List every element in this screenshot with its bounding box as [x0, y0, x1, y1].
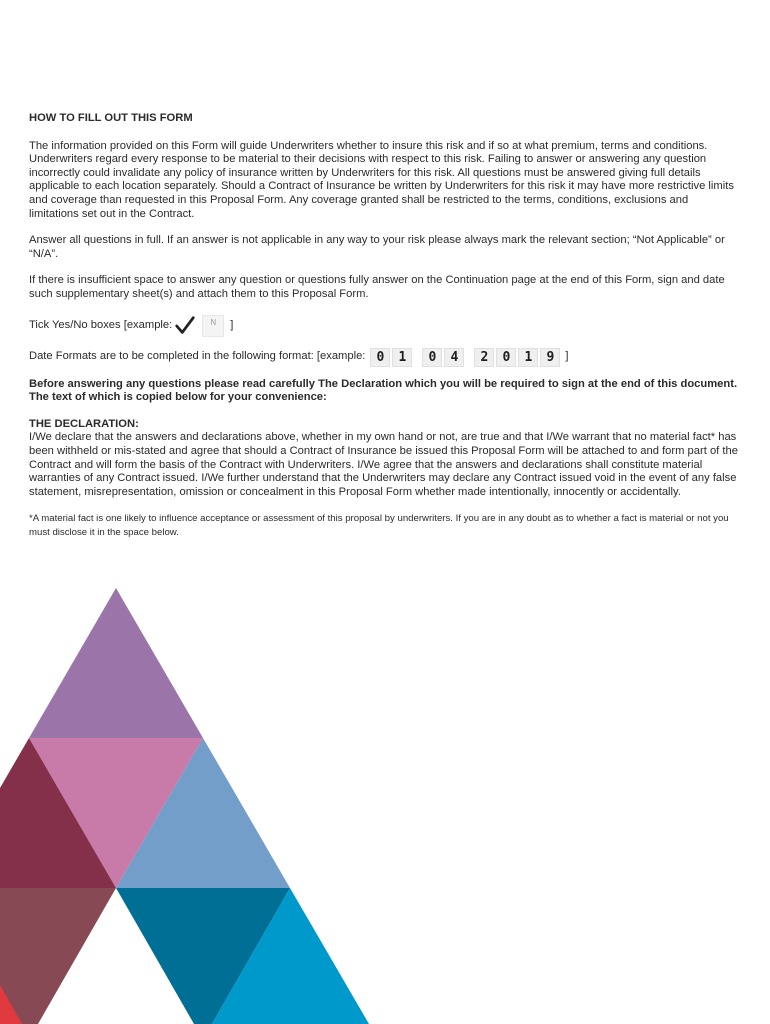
tick-example-row — [29, 315, 741, 337]
no-box-example: N — [202, 315, 224, 337]
date-digit-box: 9 — [540, 348, 560, 367]
date-digit-box: 0 — [422, 348, 442, 367]
date-digit-box: 0 — [496, 348, 516, 367]
declaration-text: I/We declare that the answers and declarations above, whether in my own hand or not, are true and that I/We warrant that no material fact* has been withheld or mis-stated and agree that should a Contract of Insurance be issued this Proposal Form will be attached to and form part of the Contract and will form the basis of the Contract with Underwriters. I/We agree that the answers and declarations shall constitute material warranties of any Contract issued. I/We further understand that the Underwriters may declare any Contract issued void in the event of any false statement, misrepresentation, omission or concealment in this Proposal Form whether made intentionally, innocently or accidentally. — [29, 431, 738, 498]
intro-paragraph: The information provided on this Form will guide Underwriters whether to insure this risk and if so at what premium, terms and conditions. Underwriters regard every response to be material to their decisions with respect to this risk. Failing to answer or answering any question incorrectly could invalidate any policy of insurance written by Underwriters for this risk. All questions must be answered giving full details applicable to each location separately. Should a Contract of Insurance be written by Underwriters for this risk it may have more restrictive limits and coverage than requested in this Proposal Form. Any coverage granted shall be restricted to the terms, conditions, exclusions and limitations set out in the Contract. — [29, 139, 734, 220]
date-digit-box: 4 — [444, 348, 464, 367]
checkmark-icon — [174, 315, 196, 337]
tick-example-label: Tick Yes/No boxes [example: — [29, 318, 173, 331]
material-fact-footnote: *A material fact is one likely to influence acceptance or assessment of this proposal by underwriters. If you are in any doubt as to whether a fact is material or not you must disclose it in the space below. — [29, 513, 729, 539]
date-digit-box: 2 — [474, 348, 494, 367]
answer-all-paragraph: Answer all questions in full. If an answer is not applicable in any way to your risk please always mark the relevant section; “Not Applicable” or “N/A”. — [29, 234, 725, 260]
date-example-close: ] — [565, 350, 569, 363]
triangle-brown — [0, 888, 116, 1024]
date-digit-box: 1 — [392, 348, 412, 367]
section-heading: HOW TO FILL OUT THIS FORM — [29, 112, 193, 124]
insufficient-space-paragraph: If there is insufficient space to answer any question or questions fully answer on the Continuation page at the end of this Form, sign and date such supplementary sheet(s) and attach them to this Proposal Form. — [29, 274, 725, 300]
instructions — [29, 112, 741, 540]
declaration-title: THE DECLARATION: — [29, 417, 139, 430]
before-answering-note: Before answering any questions please read carefully The Declaration which you will be required to sign at the end of this document. The text of which is copied below for your convenience: — [29, 377, 738, 404]
date-example-row — [29, 348, 741, 367]
date-digit-box: 1 — [518, 348, 538, 367]
triangle-purple — [29, 588, 203, 738]
date-format-label: Date Formats are to be completed in the following format: [example: — [29, 350, 366, 363]
date-digit-box: 0 — [370, 348, 390, 367]
tick-example-close: ] — [230, 318, 234, 331]
